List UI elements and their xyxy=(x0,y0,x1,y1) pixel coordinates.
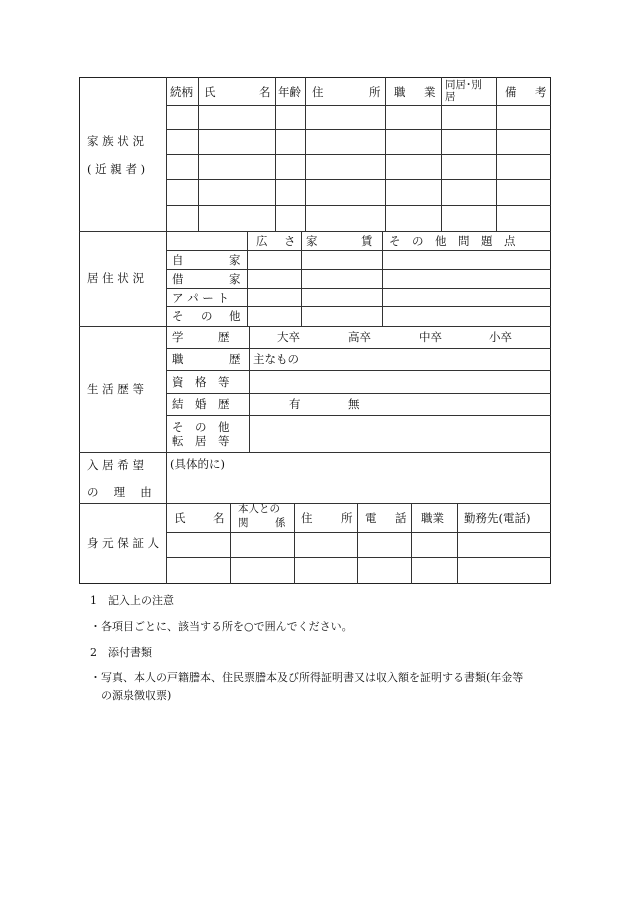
guarantor-header-name-a: 氏 xyxy=(174,511,186,525)
section-divider xyxy=(79,452,551,453)
grid-line xyxy=(166,306,551,307)
housing-header-area-b: さ xyxy=(284,234,296,248)
grid-line xyxy=(385,77,386,231)
career-value: 主なもの xyxy=(253,352,299,366)
housing-row-other-a: そ xyxy=(172,309,184,323)
guarantor-header-address-b: 所 xyxy=(341,511,353,525)
grid-line xyxy=(275,77,276,231)
grid-line xyxy=(441,77,442,231)
header-name-b: 名 xyxy=(259,85,271,99)
grid-line xyxy=(457,503,458,584)
education-option-highschool: 高卒 xyxy=(348,330,371,344)
guarantor-header-phone-b: 話 xyxy=(395,511,407,525)
grid-line xyxy=(198,77,199,231)
other-label: そ の 他 xyxy=(172,420,230,434)
grid-line xyxy=(230,503,231,584)
grid-line xyxy=(496,77,497,231)
marriage-option-yes: 有 xyxy=(289,397,301,411)
grid-line xyxy=(382,231,383,326)
note-1-body: ・各項目ごとに、該当する所を○で囲んでください。 xyxy=(90,620,353,633)
education-option-middleschool: 中卒 xyxy=(419,330,442,344)
education-option-university: 大卒 xyxy=(277,330,300,344)
grid-line xyxy=(166,250,551,251)
note-2-body-line-1: ・写真、本人の戸籍謄本、住民票謄本及び所得証明書又は収入額を証明する書類(年金等 xyxy=(90,671,524,684)
guarantor-header-relation-b: 関 xyxy=(238,517,249,529)
housing-header-rent-b: 賃 xyxy=(361,234,373,248)
guarantor-header-name-b: 名 xyxy=(213,511,225,525)
grid-line xyxy=(166,154,551,155)
grid-line xyxy=(166,415,551,416)
section-divider xyxy=(79,503,551,504)
note-1-title: 1 記入上の注意 xyxy=(90,594,174,607)
grid-line xyxy=(357,503,358,584)
housing-row-apartment: ア パ ー ト xyxy=(172,291,229,305)
housing-row-rent-a: 借 xyxy=(172,272,184,286)
qualification-label: 資 格 等 xyxy=(172,375,230,389)
housing-header-area-a: 広 xyxy=(256,234,268,248)
header-job-a: 職 xyxy=(394,85,406,99)
career-label-b: 歴 xyxy=(229,352,241,366)
housing-row-own-a: 自 xyxy=(172,253,184,267)
grid-line xyxy=(166,105,551,106)
career-label-a: 職 xyxy=(172,352,184,366)
guarantor-header-relation-a: 本人との xyxy=(238,503,280,515)
housing-row-rent-b: 家 xyxy=(229,272,241,286)
education-label: 学 歴 xyxy=(172,330,230,344)
header-address-b: 所 xyxy=(369,85,381,99)
section-divider xyxy=(79,231,551,232)
guarantor-section-label: 身 元 保 証 人 xyxy=(87,536,160,550)
guarantor-header-job: 職業 xyxy=(421,511,444,525)
grid-line xyxy=(305,77,306,231)
grid-line xyxy=(166,179,551,180)
relocation-label: 転 居 等 xyxy=(172,434,230,448)
header-age: 年齢 xyxy=(278,85,301,99)
grid-line xyxy=(166,557,551,558)
grid-line xyxy=(166,348,551,349)
guarantor-header-phone-a: 電 xyxy=(365,511,377,525)
housing-row-other-b: の xyxy=(201,309,213,323)
housing-section-label: 居 住 状 況 xyxy=(87,271,144,285)
grid-line xyxy=(294,503,295,584)
grid-line xyxy=(249,326,250,452)
marriage-label: 結 婚 歴 xyxy=(172,397,230,411)
housing-header-issues: そ の 他 問 題 点 xyxy=(389,234,516,248)
guarantor-header-address-a: 住 xyxy=(301,511,313,525)
grid-line xyxy=(166,129,551,130)
grid-line xyxy=(411,503,412,584)
education-option-elementary: 小卒 xyxy=(489,330,512,344)
header-relation: 続柄 xyxy=(170,85,193,99)
header-address-a: 住 xyxy=(312,85,324,99)
family-section-sub: ( 近 親 者 ) xyxy=(87,162,146,176)
housing-row-other-c: 他 xyxy=(229,309,241,323)
family-section-label: 家 族 状 況 xyxy=(87,134,144,148)
header-cohabit-b: 居 xyxy=(445,91,456,103)
grid-line xyxy=(166,370,551,371)
header-name-a: 氏 xyxy=(204,85,216,99)
reason-label-1: 入 居 希 望 xyxy=(87,458,144,472)
grid-line xyxy=(166,393,551,394)
grid-line xyxy=(301,231,302,326)
housing-row-own-b: 家 xyxy=(229,253,241,267)
grid-line xyxy=(166,269,551,270)
grid-line xyxy=(247,231,248,326)
header-job-b: 業 xyxy=(424,85,436,99)
housing-header-rent-a: 家 xyxy=(306,234,318,248)
reason-label-2: の 理 由 xyxy=(87,485,152,499)
reason-value: (具体的に) xyxy=(170,457,225,471)
header-cohabit-a: 同居･別 xyxy=(445,79,482,91)
header-remarks-a: 備 xyxy=(505,85,517,99)
grid-line xyxy=(166,532,551,533)
note-2-body-line-2: の源泉徴収票) xyxy=(101,689,172,702)
section-divider xyxy=(79,326,551,327)
grid-line xyxy=(166,205,551,206)
grid-line xyxy=(166,288,551,289)
marriage-option-no: 無 xyxy=(348,397,360,411)
guarantor-header-employer: 勤務先(電話) xyxy=(464,511,531,525)
label-column-divider xyxy=(166,77,167,584)
header-remarks-b: 考 xyxy=(535,85,547,99)
note-2-title: 2 添付書類 xyxy=(90,646,152,659)
history-section-label: 生 活 歴 等 xyxy=(87,382,144,396)
guarantor-header-relation-c: 係 xyxy=(275,517,286,529)
